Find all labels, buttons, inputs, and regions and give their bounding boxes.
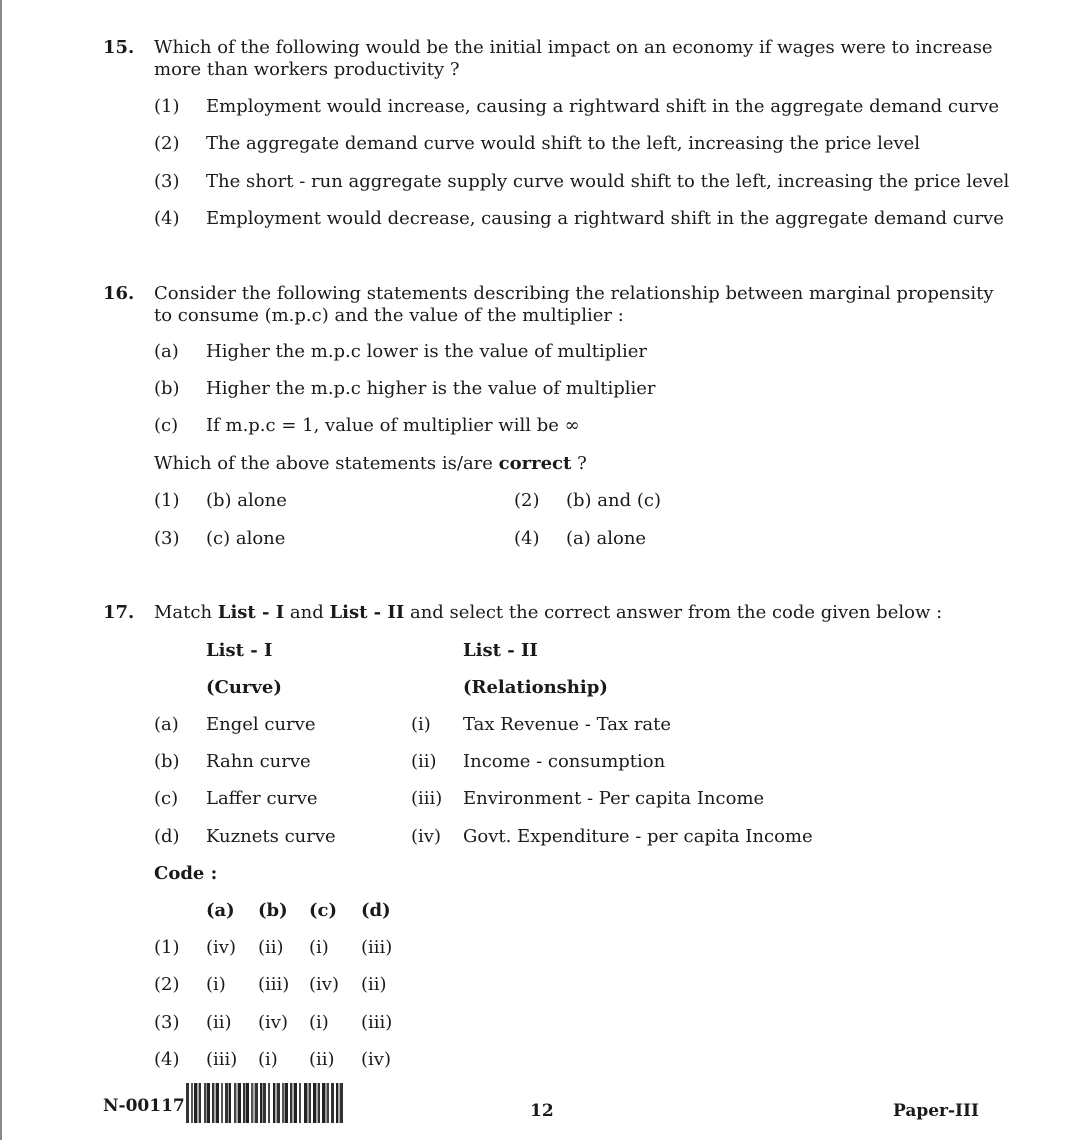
list2-subheader: (Relationship)	[463, 677, 608, 698]
statement-label: (b)	[154, 378, 180, 399]
page-number: 12	[530, 1101, 554, 1121]
code-value: (iii)	[206, 1049, 238, 1070]
question-number: 16.	[103, 283, 135, 304]
list1-item: Rahn curve	[206, 751, 311, 772]
list1-subheader: (Curve)	[206, 677, 282, 698]
code-value: (i)	[258, 1049, 278, 1070]
statement-text: Higher the m.p.c lower is the value of multiplier	[206, 341, 648, 362]
page-left-border	[0, 0, 2, 1140]
code-header: (d)	[361, 900, 391, 921]
option-text: (b) alone	[206, 490, 287, 511]
list1-item: Kuznets curve	[206, 826, 336, 847]
list1-label: (a)	[154, 714, 179, 735]
option-label: (2)	[514, 490, 540, 511]
code-value: (iv)	[309, 974, 339, 995]
list1-label: (d)	[154, 826, 180, 847]
code-value: (ii)	[361, 974, 387, 995]
list2-item: Tax Revenue - Tax rate	[463, 714, 672, 735]
barcode-icon	[186, 1083, 392, 1123]
option-text: The short - run aggregate supply curve would shift to the left, increasing the price level	[206, 171, 1010, 192]
list2-item: Environment - Per capita Income	[463, 788, 765, 809]
option-label: (4)	[514, 528, 540, 549]
list1-header: List - I	[206, 640, 273, 661]
question-stem	[154, 602, 942, 624]
list2-label: (ii)	[411, 751, 437, 772]
question-stem-line2: to consume (m.p.c) and the value of the multiplier :	[154, 305, 624, 326]
code-value: (ii)	[309, 1049, 335, 1070]
code-label: Code :	[154, 863, 218, 884]
code-value: (ii)	[258, 937, 284, 958]
list2-item: Govt. Expenditure - per capita Income	[463, 826, 813, 847]
code-value: (iii)	[258, 974, 290, 995]
option-label: (1)	[154, 490, 180, 511]
stem-part: Match	[154, 602, 218, 623]
code-value: (iii)	[361, 1012, 393, 1033]
code-value: (iii)	[361, 937, 393, 958]
prompt-bold: correct	[498, 453, 572, 474]
list1-label: (c)	[154, 788, 179, 809]
prompt-prefix: Which of the above statements is/are	[154, 453, 499, 474]
statement-text: If m.p.c = 1, value of multiplier will be ∞	[206, 415, 580, 436]
statement-label: (c)	[154, 415, 179, 436]
code-value: (i)	[206, 974, 226, 995]
code-value: (i)	[309, 937, 329, 958]
code-value: (iv)	[258, 1012, 288, 1033]
prompt-suffix: ?	[571, 453, 587, 474]
code-option-label: (4)	[154, 1049, 180, 1070]
statement-text: Higher the m.p.c higher is the value of multiplier	[206, 378, 656, 399]
option-text: The aggregate demand curve would shift to the left, increasing the price level	[206, 133, 921, 154]
question-stem-line2: more than workers productivity ?	[154, 59, 460, 80]
option-text: Employment would decrease, causing a rightward shift in the aggregate demand curve	[206, 208, 1004, 229]
option-label: (2)	[154, 133, 180, 154]
stem-bold-list1: List - I	[217, 602, 285, 623]
stem-part: and	[284, 602, 330, 623]
stem-part: and select the correct answer from the code given below :	[404, 602, 943, 623]
list1-label: (b)	[154, 751, 180, 772]
option-text: Employment would increase, causing a rightward shift in the aggregate demand curve	[206, 96, 1000, 117]
paper-name: Paper-III	[893, 1101, 979, 1121]
code-value: (ii)	[206, 1012, 232, 1033]
code-option-label: (2)	[154, 974, 180, 995]
code-header: (a)	[206, 900, 235, 921]
code-value: (i)	[309, 1012, 329, 1033]
list1-item: Laffer curve	[206, 788, 318, 809]
list2-label: (iii)	[411, 788, 443, 809]
paper-code: N-00117	[103, 1096, 185, 1116]
option-text: (a) alone	[566, 528, 647, 549]
code-header: (c)	[309, 900, 337, 921]
option-label: (1)	[154, 96, 180, 117]
code-option-label: (1)	[154, 937, 180, 958]
list1-item: Engel curve	[206, 714, 316, 735]
option-text: (c) alone	[206, 528, 286, 549]
option-label: (3)	[154, 171, 180, 192]
question-stem-line1: Which of the following would be the initial impact on an economy if wages were to increase	[154, 37, 993, 58]
option-label: (3)	[154, 528, 180, 549]
option-label: (4)	[154, 208, 180, 229]
code-option-label: (3)	[154, 1012, 180, 1033]
question-prompt	[154, 453, 587, 475]
code-value: (iv)	[206, 937, 236, 958]
statement-label: (a)	[154, 341, 179, 362]
code-header: (b)	[258, 900, 288, 921]
list2-header: List - II	[463, 640, 538, 661]
list2-label: (iv)	[411, 826, 441, 847]
stem-bold-list2: List - II	[329, 602, 405, 623]
question-number: 17.	[103, 602, 135, 623]
list2-item: Income - consumption	[463, 751, 666, 772]
code-value: (iv)	[361, 1049, 391, 1070]
question-number: 15.	[103, 37, 135, 58]
list2-label: (i)	[411, 714, 431, 735]
option-text: (b) and (c)	[566, 490, 661, 511]
question-stem-line1: Consider the following statements describing the relationship between marginal propensity	[154, 283, 994, 304]
